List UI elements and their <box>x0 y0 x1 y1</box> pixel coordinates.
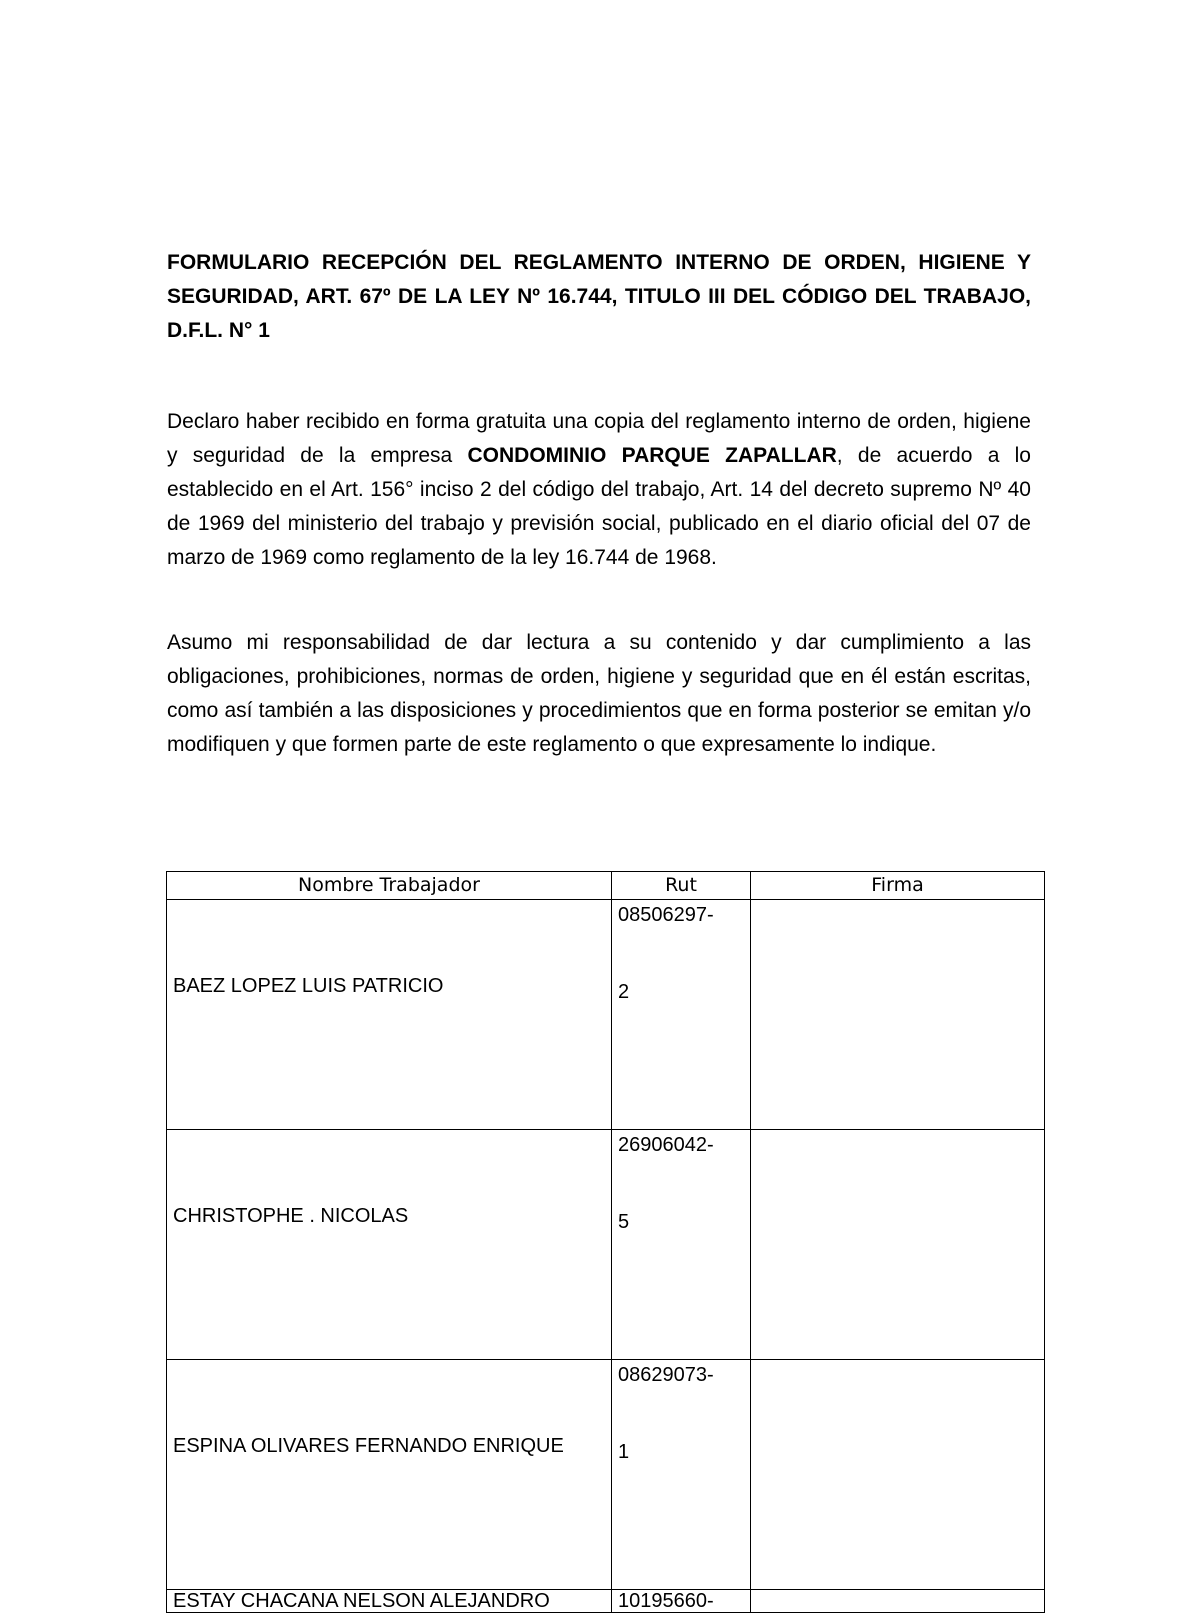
rut-line-1: 08506297- <box>618 904 714 926</box>
worker-signature-table <box>166 871 1045 1613</box>
rut-line-2: 1 <box>618 1441 630 1463</box>
worker-name-cell: CHRISTOPHE . NICOLAS <box>167 1130 612 1360</box>
table-row <box>167 900 1045 1130</box>
rut-line-2: 5 <box>618 1211 630 1233</box>
header-signature: Firma <box>751 872 1045 900</box>
worker-name-cell: ESPINA OLIVARES FERNANDO ENRIQUE <box>167 1360 612 1590</box>
table-row <box>167 1590 1045 1613</box>
table-row <box>167 1360 1045 1590</box>
rut-line-2: 2 <box>618 981 630 1003</box>
worker-rut-cell <box>612 1130 751 1360</box>
rut-line-1: 10195660- <box>618 1590 714 1612</box>
declaration-text-end: , de acuerdo a lo establecido en el Art. 156° inciso 2 del código del trabajo, Art. 14 del decreto supremo Nº 40 de 1969 del ministerio del trabajo y previsión social, publicado en el diario oficial del 07 de marzo de 1969 como reglamento de la ley 16.744 de 1968. <box>167 444 1031 569</box>
signature-cell <box>751 1360 1045 1590</box>
signature-cell <box>751 1130 1045 1360</box>
header-worker-name: Nombre Trabajador <box>167 872 612 900</box>
worker-rut-cell <box>612 1590 751 1613</box>
document-title: FORMULARIO RECEPCIÓN DEL REGLAMENTO INTERNO DE ORDEN, HIGIENE Y SEGURIDAD, ART. 67º DE LA LEY Nº 16.744, TITULO III DEL CÓDIGO DEL TRABAJO, D.F.L. N° 1 <box>167 251 1031 342</box>
table-row <box>167 1130 1045 1360</box>
worker-rut-cell <box>612 1360 751 1590</box>
worker-name-cell: ESTAY CHACANA NELSON ALEJANDRO <box>167 1590 612 1613</box>
signature-cell <box>751 1590 1045 1613</box>
worker-rut-cell <box>612 900 751 1130</box>
rut-line-1: 26906042- <box>618 1134 714 1156</box>
signature-cell <box>751 900 1045 1130</box>
table-header-row <box>167 872 1045 900</box>
rut-line-1: 08629073- <box>618 1364 714 1386</box>
worker-name-cell: BAEZ LOPEZ LUIS PATRICIO <box>167 900 612 1130</box>
responsibility-paragraph: Asumo mi responsabilidad de dar lectura a su contenido y dar cumplimiento a las obligaciones, prohibiciones, normas de orden, higiene y seguridad que en él están escritas, como así también a las disposiciones y procedimientos que en forma posterior se emitan y/o modifiquen y que formen parte de este reglamento o que expresamente lo indique. <box>167 631 1031 756</box>
declaration-paragraph <box>167 405 1031 575</box>
declaration-text-start: Declaro haber recibido en forma gratuita una copia del reglamento interno de orden, higiene y seguridad de la empresa <box>167 410 1031 467</box>
header-rut: Rut <box>612 872 751 900</box>
company-name: CONDOMINIO PARQUE ZAPALLAR <box>467 444 837 467</box>
